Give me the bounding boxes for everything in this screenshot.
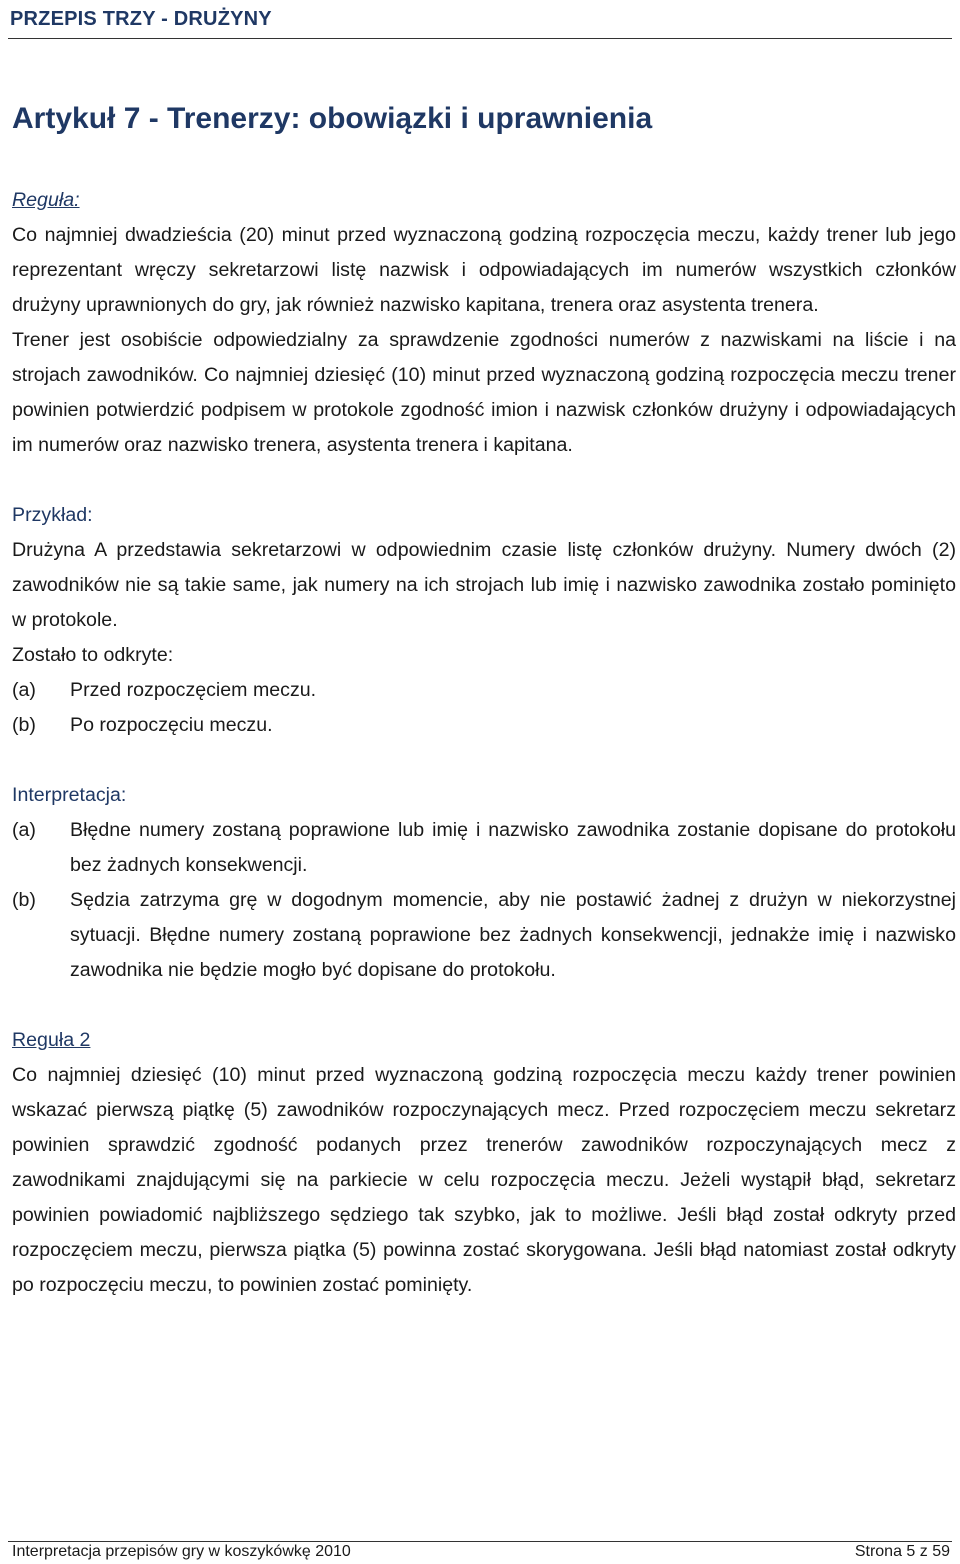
header-divider	[8, 38, 952, 39]
section-spacer	[12, 988, 956, 1023]
example-item-b	[12, 708, 956, 743]
rule-1-paragraph-1: Co najmniej dwadzieścia (20) minut przed wyznaczoną godziną rozpoczęcia meczu, każdy trener lub jego reprezentant wręczy sekretarzowi listę nazwisk i odpowiadających im numerów wszystkich członków drużyny uprawnionych do gry, jak również nazwisko kapitana, trenera oraz asystenta trenera.	[12, 224, 956, 316]
footer-document-title: Interpretacja przepisów gry w koszykówkę 2010	[12, 1543, 351, 1560]
interpretation-section	[12, 778, 956, 988]
section-spacer	[12, 743, 956, 778]
example-section	[12, 498, 956, 743]
list-marker: (b)	[12, 889, 36, 911]
list-marker: (b)	[12, 714, 36, 736]
list-item-text: Przed rozpoczęciem meczu.	[70, 679, 317, 701]
list-item-text: Po rozpoczęciu meczu.	[70, 714, 273, 736]
document-body	[12, 183, 956, 1303]
rule-1-label: Reguła:	[12, 189, 80, 211]
article-title: Artykuł 7 - Trenerzy: obowiązki i uprawnienia	[12, 102, 653, 135]
footer-divider	[8, 1541, 952, 1542]
rule-2-label: Reguła 2	[12, 1029, 91, 1051]
list-item-text: Błędne numery zostaną poprawione lub imię i nazwisko zawodnika zostanie dopisane do protokołu bez żadnych konsekwencji.	[70, 819, 956, 876]
rule-2-section	[12, 1023, 956, 1303]
rule-2-paragraph: Co najmniej dziesięć (10) minut przed wyznaczoną godziną rozpoczęcia meczu każdy trener powinien wskazać pierwszą piątkę (5) zawodników rozpoczynających mecz. Przed rozpoczęciem meczu sekretarz powinien sprawdzić zgodność podanych przez trenerów zawodników rozpoczynających mecz z zawodnikami znajdującymi się na parkiecie w celu rozpoczęcia meczu. Jeżeli wystąpił błąd, sekretarz powinien powiadomić najbliższego sędziego tak szybko, jak to możliwe. Jeśli błąd został odkryty przed rozpoczęciem meczu, pierwsza piątka (5) powinna zostać skorygowana. Jeśli błąd natomiast został odkryty po rozpoczęciu meczu, to powinien zostać pominięty.	[12, 1064, 956, 1296]
list-marker: (a)	[12, 819, 36, 841]
example-intro: Zostało to odkryte:	[12, 644, 174, 666]
list-marker: (a)	[12, 679, 36, 701]
example-paragraph: Drużyna A przedstawia sekretarzowi w odpowiednim czasie listę członków drużyny. Numery dwóch (2) zawodników nie są takie same, jak numery na ich strojach lub imię i nazwisko zawodnika zostało pominięto w protokole.	[12, 539, 956, 631]
footer-page-number: Strona 5 z 59	[854, 1543, 950, 1560]
section-spacer	[12, 463, 956, 498]
list-item-text: Sędzia zatrzyma grę w dogodnym momencie, aby nie postawić żadnej z drużyn w niekorzystnej sytuacji. Błędne numery zostaną poprawione bez żadnych konsekwencji, jednakże imię i nazwisko zawodnika nie będzie mogło być dopisane do protokołu.	[70, 889, 956, 981]
rule-1-section	[12, 183, 956, 463]
interpretation-label: Interpretacja:	[12, 784, 127, 806]
rule-1-paragraph-2: Trener jest osobiście odpowiedzialny za sprawdzenie zgodności numerów z nazwiskami na liście i na strojach zawodników. Co najmniej dziesięć (10) minut przed wyznaczoną godziną rozpoczęcia meczu trener powinien potwierdzić podpisem w protokole zgodność imion i nazwisk członków drużyny i odpowiadających im numerów oraz nazwisko trenera, asystenta trenera i kapitana.	[12, 329, 956, 456]
example-item-a	[12, 673, 956, 708]
interpretation-item-b	[12, 883, 956, 988]
running-header: PRZEPIS TRZY - DRUŻYNY	[10, 8, 272, 30]
interpretation-item-a	[12, 813, 956, 883]
example-label: Przykład:	[12, 504, 93, 526]
